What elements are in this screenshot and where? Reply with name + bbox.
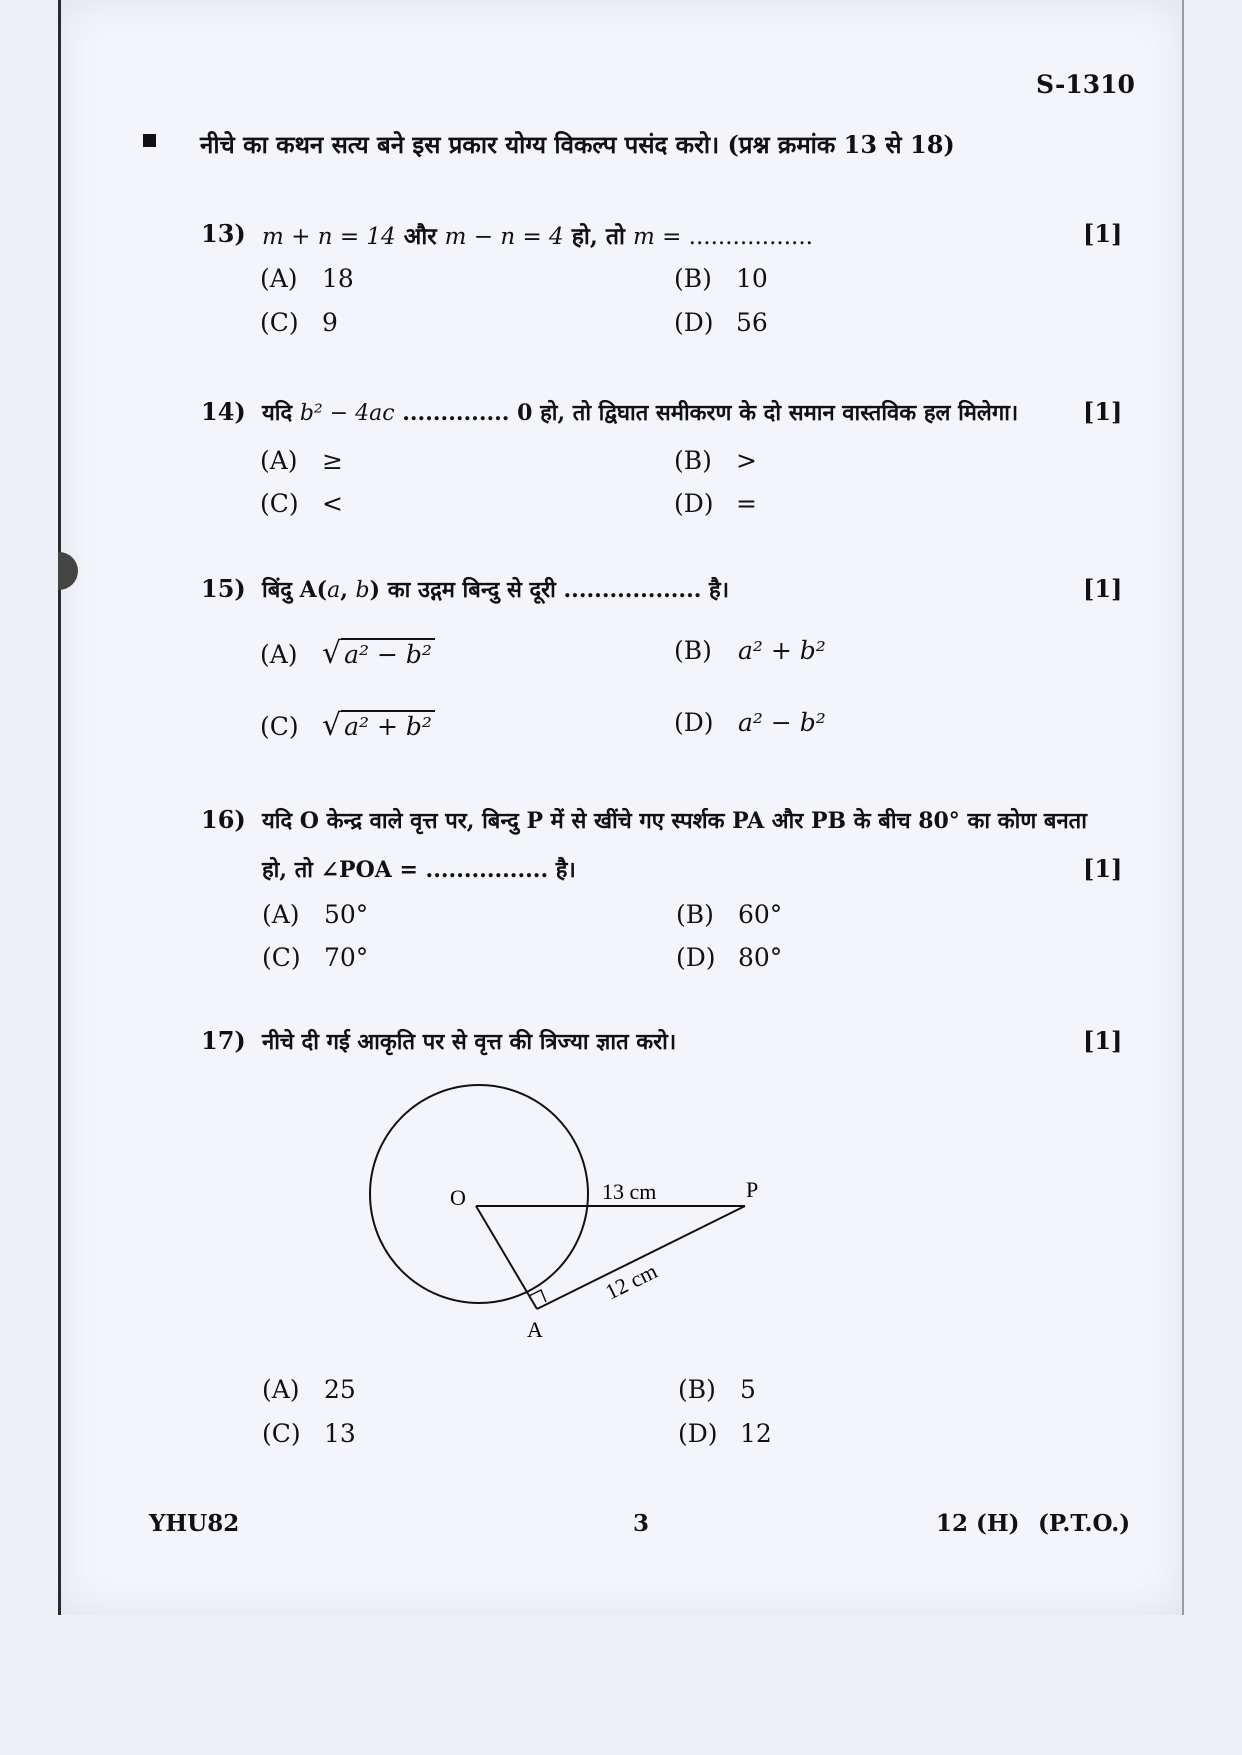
figure-label-op: 13 cm xyxy=(602,1179,657,1204)
question-16-number: 16) xyxy=(201,805,246,834)
question-15-number: 15) xyxy=(201,574,246,603)
footer-class: 12 (H) xyxy=(936,1510,1020,1537)
question-16-text-line1: यदि O केन्द्र वाले वृत्त पर, बिन्दु P में से खींचे गए स्पर्शक PA और PB के बीच 80° का कोण बनता xyxy=(262,808,1087,834)
question-13-option-d: (D) 56 xyxy=(674,308,768,337)
footer-pto: (P.T.O.) xyxy=(1038,1510,1131,1537)
question-16-option-c: (C) 70° xyxy=(262,943,369,972)
question-15-option-a: (A) √ a² − b² xyxy=(260,636,435,671)
bullet-square-icon xyxy=(143,134,156,147)
figure-label-o: O xyxy=(450,1185,466,1210)
figure-label-p: P xyxy=(746,1177,759,1202)
question-17-number: 17) xyxy=(201,1026,246,1055)
question-17-option-c: (C) 13 xyxy=(262,1419,356,1448)
question-15-text: बिंदु A(a, b) का उद्गम बिन्दु से दूरी .................. है। xyxy=(262,577,730,603)
question-16-option-d: (D) 80° xyxy=(676,943,783,972)
question-16-option-b: (B) 60° xyxy=(676,900,783,929)
question-13-option-c: (C) 9 xyxy=(260,308,338,337)
figure-line-oa xyxy=(476,1206,537,1309)
figure-label-ap: 12 cm xyxy=(601,1258,662,1305)
question-15-option-b: (B) a² + b² xyxy=(674,636,826,665)
footer-page-number: 3 xyxy=(633,1510,650,1537)
question-15-option-c: (C) √ a² + b² xyxy=(260,708,435,743)
question-14-number: 14) xyxy=(201,397,246,426)
question-16-marks: [1] xyxy=(1083,854,1123,883)
question-13-number: 13) xyxy=(201,219,246,248)
question-13-text: m + n = 14 और m − n = 4 हो, तो m = ................. xyxy=(262,223,813,250)
paper-code: S-1310 xyxy=(1036,70,1135,99)
question-14-marks: [1] xyxy=(1083,397,1123,426)
question-14-option-a: (A) ≥ xyxy=(260,446,343,475)
question-17-option-a: (A) 25 xyxy=(262,1375,356,1404)
question-14-option-b: (B) > xyxy=(674,446,757,475)
question-17-option-b: (B) 5 xyxy=(678,1375,756,1404)
question-14-option-c: (C) < xyxy=(260,489,343,518)
question-15-option-d: (D) a² − b² xyxy=(674,708,826,737)
sheet-left-edge xyxy=(58,0,61,1615)
question-17-text: नीचे दी गई आकृति पर से वृत्त की त्रिज्या ज्ञात करो। xyxy=(262,1029,677,1055)
question-14-option-d: (D) = xyxy=(674,489,757,518)
question-16-option-a: (A) 50° xyxy=(262,900,369,929)
sheet-right-edge xyxy=(1182,0,1184,1615)
question-13-option-a: (A) 18 xyxy=(260,264,354,293)
question-17-marks: [1] xyxy=(1083,1026,1123,1055)
figure-label-a: A xyxy=(527,1317,543,1342)
question-13-option-b: (B) 10 xyxy=(674,264,768,293)
question-15-marks: [1] xyxy=(1083,574,1123,603)
footer-code: YHU82 xyxy=(149,1510,240,1537)
question-16-text-line2: हो, तो ∠POA = ................ है। xyxy=(262,857,576,883)
figure-circle xyxy=(370,1085,588,1303)
question-14-text: यदि b² − 4ac .............. 0 हो, तो द्विघात समीकरण के दो समान वास्तविक हल मिलेगा। xyxy=(262,400,1019,426)
question-17-figure xyxy=(340,1075,780,1345)
question-17-option-d: (D) 12 xyxy=(678,1419,772,1448)
question-13-marks: [1] xyxy=(1083,219,1123,248)
section-instruction: नीचे का कथन सत्य बने इस प्रकार योग्य विकल्प पसंद करो। (प्रश्न क्रमांक 13 से 18) xyxy=(200,130,955,159)
